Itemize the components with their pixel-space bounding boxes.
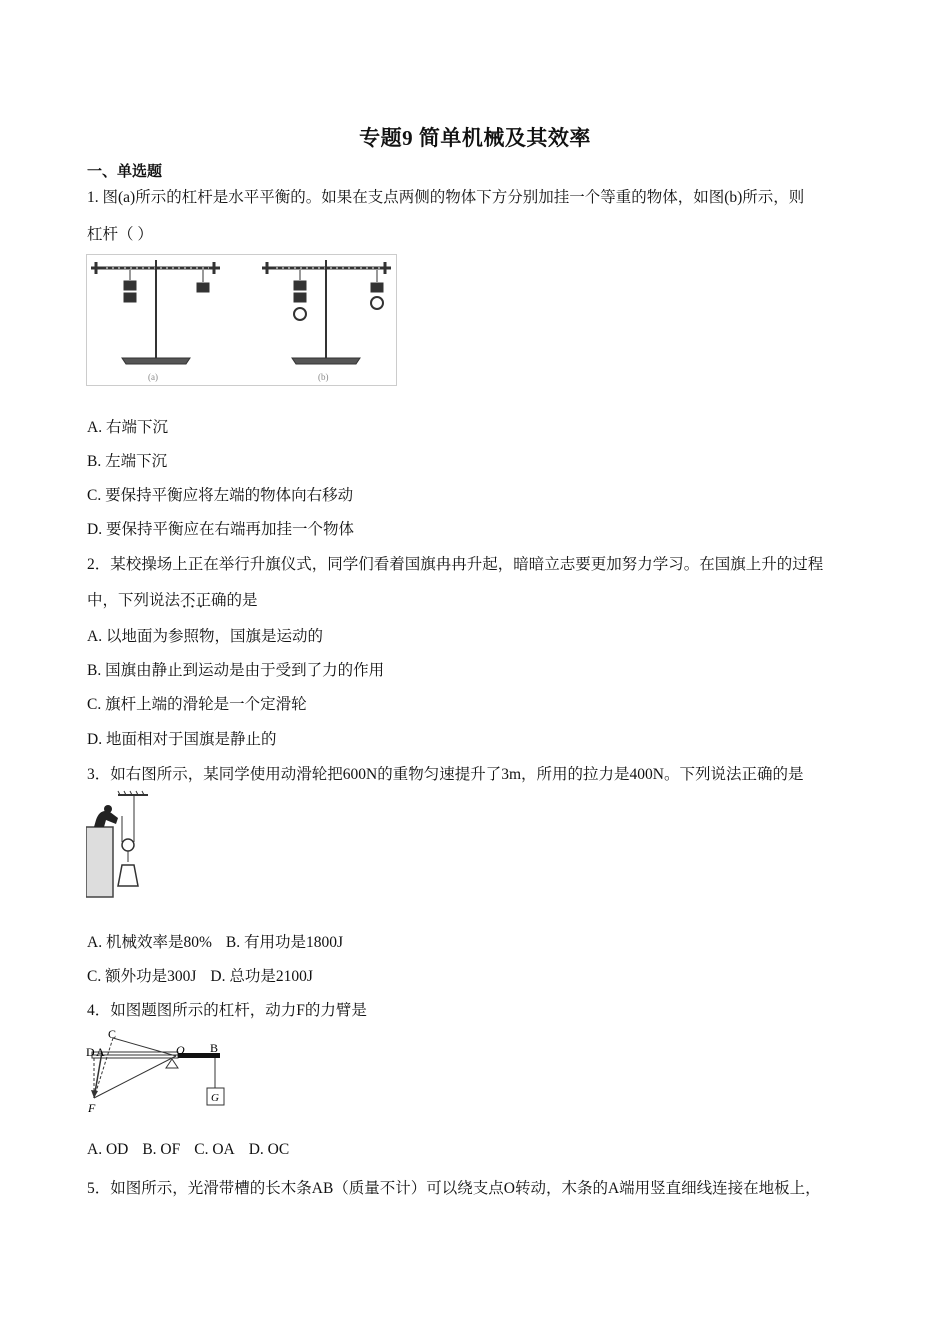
q4-options-row <box>87 1141 289 1159</box>
fig-label-b: (b) <box>318 372 329 382</box>
q4-option-c: C. OA <box>194 1141 235 1158</box>
q3-option-b: B. 有用功是1800J <box>225 934 343 951</box>
q1-stem-line2: 杠杆（ ） <box>87 226 153 243</box>
q2-option-c: C. 旗杆上端的滑轮是一个定滑轮 <box>87 696 307 713</box>
lever-b <box>262 260 391 364</box>
section-heading: 一、单选题 <box>87 164 163 180</box>
q2-option-b: B. 国旗由静止到运动是由于受到了力的作用 <box>87 662 385 679</box>
q1-option-b: B. 左端下沉 <box>87 453 168 470</box>
q5-stem: 5．如图所示，光滑带槽的长木条AB（质量不计）可以绕支点O转动，木条的A端用竖直细线连接在地板上， <box>87 1180 821 1197</box>
q2-stem-line2: 中，下列说法不正确 · · ·的是 <box>87 588 258 610</box>
q2-stem-line1: 2．某校操场上正在举行升旗仪式，同学们看着国旗冉冉升起，暗暗立志要更加努力学习。在国旗上升的过程 <box>87 556 824 573</box>
label-a: A <box>96 1045 105 1059</box>
fig-label-a: (a) <box>148 372 158 382</box>
q4-option-a: A. OD <box>87 1141 129 1158</box>
q1-stem-line1: 1. 图(a)所示的杠杆是水平平衡的。如果在支点两侧的物体下方分别加挂一个等重的物体，如图(b)所示，则 <box>87 189 805 206</box>
page-title: 专题9 简单机械及其效率 <box>359 126 591 150</box>
q4-option-b: B. OF <box>142 1141 181 1158</box>
label-d: D <box>86 1045 95 1059</box>
label-g: G <box>211 1092 219 1104</box>
q3-options-row1 <box>87 930 343 952</box>
q3-option-a: A. 机械效率是80% <box>87 934 212 951</box>
q4-option-d: D. OC <box>248 1141 290 1158</box>
lever-a <box>91 260 220 364</box>
q3-option-c: C. 额外功是300J <box>87 968 197 985</box>
q1-option-a: A. 右端下沉 <box>87 419 168 436</box>
q3-option-d: D. 总功是2100J <box>210 968 313 985</box>
q1-lever-figure <box>86 254 397 386</box>
q2-option-a: A. 以地面为参照物，国旗是运动的 <box>87 628 323 645</box>
q1-option-d: D. 要保持平衡应在右端再加挂一个物体 <box>87 521 354 538</box>
q3-options-row2 <box>87 964 313 986</box>
q3-stem: 3．如右图所示，某同学使用动滑轮把600N的重物匀速提升了3m，所用的拉力是400N。下列说法正确的是 <box>87 766 804 783</box>
label-o: O <box>176 1043 185 1057</box>
q4-lever-figure <box>86 1026 228 1118</box>
q1-option-c: C. 要保持平衡应将左端的物体向右移动 <box>87 487 354 504</box>
q2-option-d: D. 地面相对于国旗是静止的 <box>87 731 277 748</box>
q3-pulley-figure <box>86 790 156 898</box>
q4-stem: 4．如图题图所示的杠杆，动力F的力臂是 <box>87 1002 367 1019</box>
emphasis-text: 不正确 · · · <box>180 588 227 610</box>
label-f: F <box>88 1101 96 1115</box>
label-b: B <box>210 1041 219 1055</box>
label-c: C <box>108 1027 117 1041</box>
